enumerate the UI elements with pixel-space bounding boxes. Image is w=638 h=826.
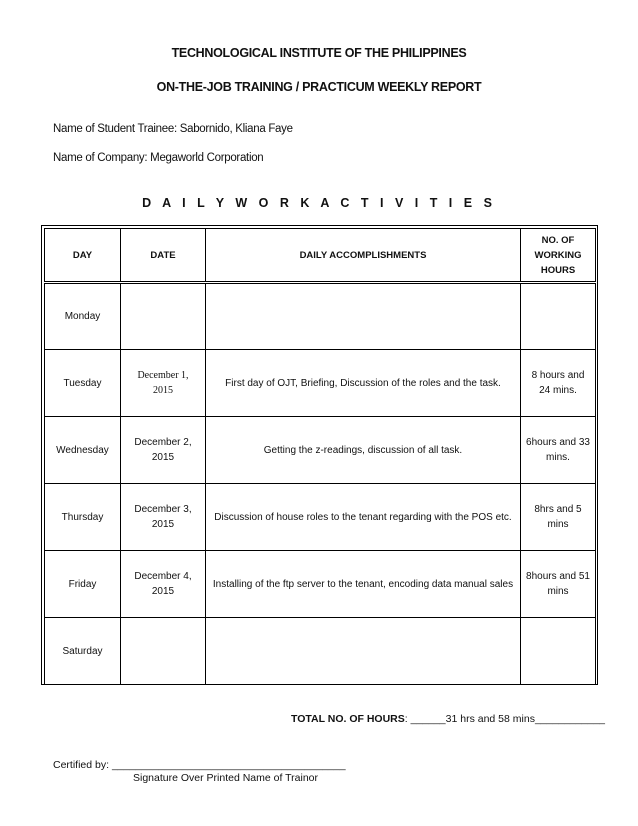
hours-line1: 6hours and 33 xyxy=(526,437,590,448)
header-hours-line2: WORKING xyxy=(534,249,582,261)
date-line2: 2015 xyxy=(151,586,175,597)
total-hours-label: TOTAL NO. OF HOURS xyxy=(291,713,405,725)
activities-table-frame xyxy=(41,225,598,685)
day-cell: Tuesday xyxy=(45,350,121,417)
accomplishment-cell: Installing of the ftp server to the tenant, encoding data manual sales xyxy=(206,551,521,618)
date-cell xyxy=(121,417,206,484)
section-title: D A I L Y W O R K A C T I V I T I E S xyxy=(142,196,496,210)
activities-table xyxy=(44,228,596,685)
day-cell: Monday xyxy=(45,283,121,350)
date-line2: 2015 xyxy=(151,452,175,463)
table-row xyxy=(45,618,596,685)
total-hours-value: : ______31 hrs and 58 mins____________ xyxy=(404,713,606,725)
hours-cell xyxy=(521,417,596,484)
header-hours-line3: HOURS xyxy=(540,264,576,276)
accomplishment-cell xyxy=(206,283,521,350)
date-line1: December 2, xyxy=(134,437,192,448)
date-cell xyxy=(121,618,206,685)
day-cell: Friday xyxy=(45,551,121,618)
total-hours-line xyxy=(291,713,605,725)
table-row xyxy=(45,283,596,350)
hours-cell xyxy=(521,484,596,551)
table-row xyxy=(45,551,596,618)
hours-line1: 8hrs and 5 xyxy=(534,504,582,515)
certified-by-label: Certified by: xyxy=(53,759,110,771)
student-name-line: Name of Student Trainee: Sabornido, Kliana Faye xyxy=(53,123,293,135)
date-cell xyxy=(121,283,206,350)
header-day: DAY xyxy=(45,229,121,283)
date-line1: December 4, xyxy=(134,571,192,582)
hours-cell xyxy=(521,551,596,618)
date-cell xyxy=(121,484,206,551)
hours-cell xyxy=(521,350,596,417)
report-title: ON-THE-JOB TRAINING / PRACTICUM WEEKLY REPORT xyxy=(156,80,482,94)
accomplishment-cell xyxy=(206,618,521,685)
hours-cell xyxy=(521,618,596,685)
day-cell: Saturday xyxy=(45,618,121,685)
header-date: DATE xyxy=(121,229,206,283)
signature-line: ________________________________________ xyxy=(111,759,346,771)
accomplishment-cell: Getting the z-readings, discussion of all task. xyxy=(206,417,521,484)
day-cell: Wednesday xyxy=(45,417,121,484)
hours-cell xyxy=(521,283,596,350)
company-name-line: Name of Company: Megaworld Corporation xyxy=(53,152,264,164)
table-row xyxy=(45,484,596,551)
hours-line1: 8 hours and xyxy=(531,370,585,381)
hours-line1: 8hours and 51 xyxy=(526,571,590,582)
table-row xyxy=(45,350,596,417)
accomplishment-cell: Discussion of house roles to the tenant regarding with the POS etc. xyxy=(206,484,521,551)
hours-line2: mins. xyxy=(546,452,570,463)
date-line1: December 1, xyxy=(137,370,189,381)
date-cell xyxy=(121,350,206,417)
table-header-row xyxy=(45,229,596,283)
header-accomplishments: DAILY ACCOMPLISHMENTS xyxy=(206,229,521,283)
date-cell xyxy=(121,551,206,618)
date-line1: December 3, xyxy=(134,504,192,515)
date-line2: 2015 xyxy=(153,385,173,396)
hours-line2: mins xyxy=(547,519,569,530)
accomplishment-cell: First day of OJT, Briefing, Discussion of the roles and the task. xyxy=(206,350,521,417)
table-row xyxy=(45,417,596,484)
hours-line2: mins xyxy=(547,586,569,597)
day-cell: Thursday xyxy=(45,484,121,551)
institution-title: TECHNOLOGICAL INSTITUTE OF THE PHILIPPINES xyxy=(171,46,467,60)
header-hours-line1: NO. OF xyxy=(541,234,575,246)
date-line2: 2015 xyxy=(151,519,175,530)
signature-caption: Signature Over Printed Name of Trainor xyxy=(133,772,319,784)
hours-line2: 24 mins. xyxy=(539,385,577,396)
header-hours xyxy=(521,229,596,283)
certified-by-line xyxy=(53,759,346,771)
